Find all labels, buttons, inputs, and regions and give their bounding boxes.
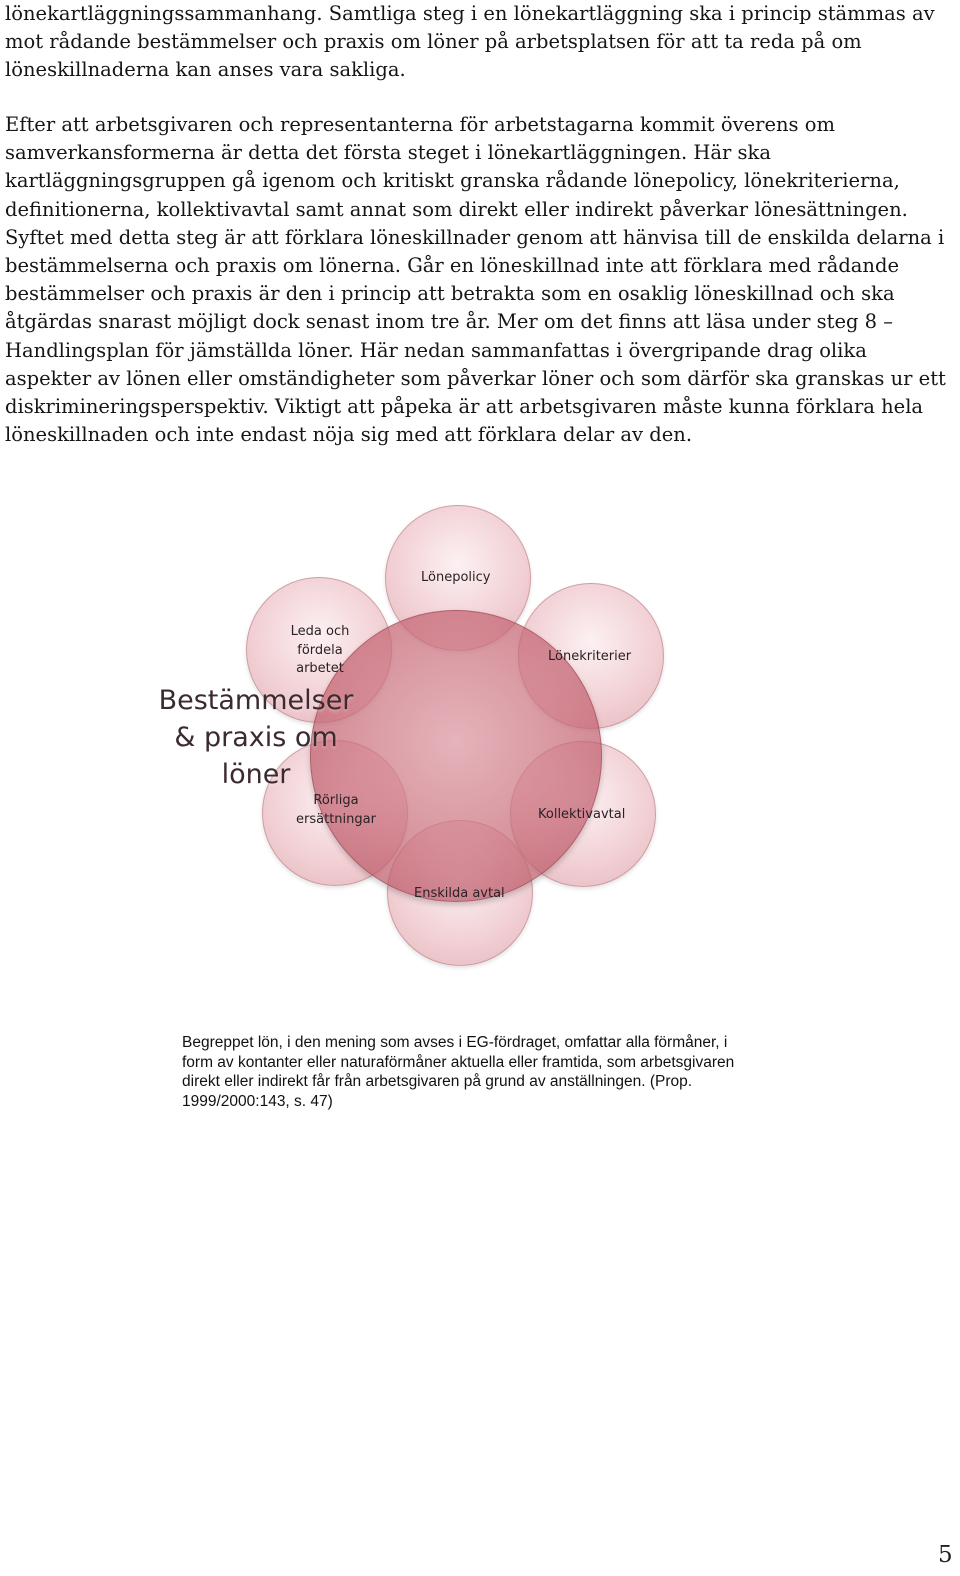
body-paragraph-1: lönekartläggningssammanhang. Samtliga steg i en lönekartläggning ska i princip stämmas av mot rådande bestämmelser och praxis om löner på arbetsplatsen för att ta reda på om löneskillnaderna kan anses vara sakliga.	[5, 2, 935, 82]
center-label: Bestämmelser & praxis om löner	[158, 685, 354, 790]
page-number: 5	[938, 1542, 953, 1568]
body-paragraph-2: Efter att arbetsgivaren och representanterna för arbetstagarna kommit överens om samverkansformerna är detta det första steget i lönekartläggningen. Här ska kartläggningsgruppen gå igenom och kritiskt granska rådande lönepolicy, lönekriterierna, definitionerna, kollektivavtal samt annat som direkt eller indirekt påverkar lönesättningen. Syftet med detta steg är att förklara löneskillnader genom att hänvisa till de enskilda delarna i bestämmelserna och praxis om lönerna. Går en löneskillnad inte att förklara med rådande bestämmelser och praxis är den i princip att betrakta som en osaklig löneskillnad och ska åtgärdas snarast möjligt dock senast inom tre år. Mer om det finns att läsa under steg 8 – Handlingsplan för jämställda löner. Här nedan sammanfattas i övergripande drag olika aspekter av lönen eller omständigheter som påverkar löner och som därför ska granskas ur ett diskrimineringsperspektiv. Viktigt att påpeka är att arbetsgivaren måste kunna förklara hela löneskillnaden och inte endast nöja sig med att förklara delar av den.	[5, 113, 946, 447]
label-lonekriterier: Lönekriterier	[548, 649, 632, 664]
label-leda-line1: Leda och	[290, 624, 350, 639]
label-rorliga-line1: Rörliga	[313, 793, 359, 808]
label-enskilda-avtal: Enskilda avtal	[414, 886, 505, 901]
label-leda-och-fordela-arbetet	[280, 623, 360, 679]
label-leda-line3: arbetet	[296, 661, 344, 676]
label-rorliga-line2: ersättningar	[296, 811, 376, 827]
label-rorliga-ersattningar	[286, 792, 386, 829]
label-kollektivavtal: Kollektivavtal	[538, 807, 626, 822]
quote-box: Begreppet lön, i den mening som avses i EG-fördraget, omfattar alla förmåner, i form av kontanter eller naturaförmåner aktuella eller framtida, som arbetsgivaren direkt eller indirekt får från arbetsgivaren på grund av anställningen. (Prop. 1999/2000:143, s. 47)	[182, 1034, 735, 1110]
label-leda-line2: fördela	[297, 642, 343, 658]
label-lonepolicy: Lönepolicy	[421, 570, 491, 585]
